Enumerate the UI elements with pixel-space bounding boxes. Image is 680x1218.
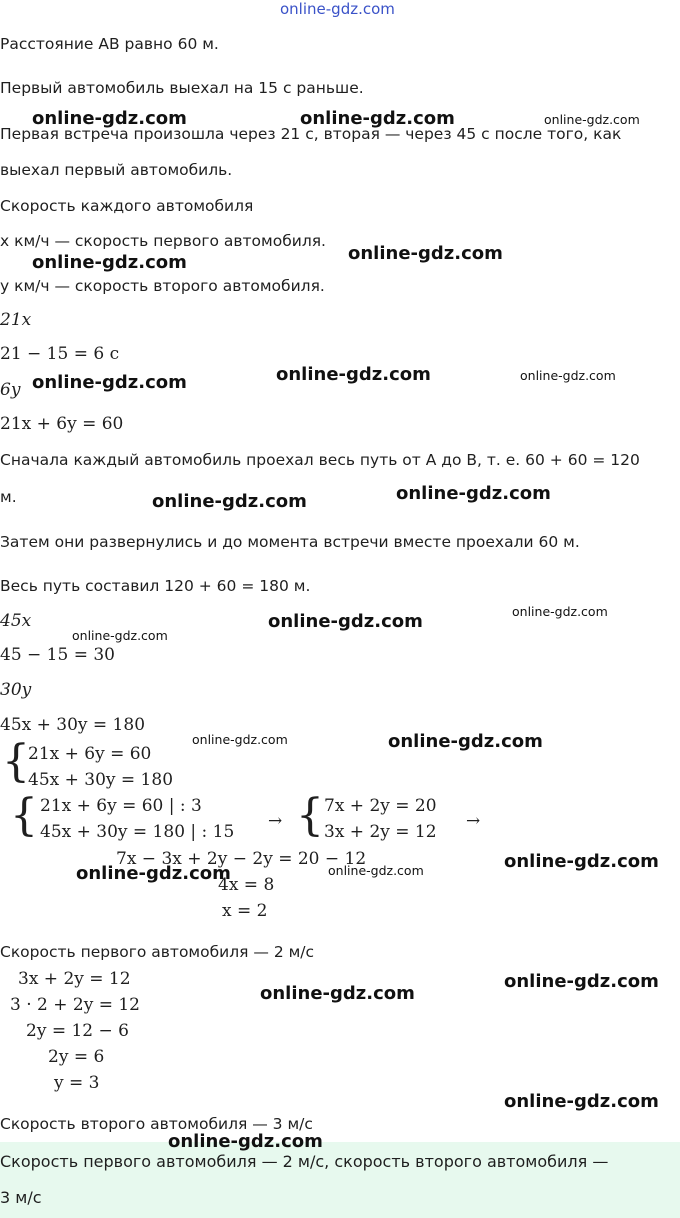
math-eq1: 21x + 6y = 60 <box>0 414 124 434</box>
watermark: online-gdz.com <box>76 863 231 884</box>
watermark: online-gdz.com <box>32 372 187 393</box>
text-x-def: x км/ч — скорость первого автомобиля. <box>0 232 326 250</box>
text-speed2: Скорость второго автомобиля — 3 м/с <box>0 1115 313 1133</box>
watermark: online-gdz.com <box>192 732 288 747</box>
text-first-departed: Первый автомобиль выехал на 15 с раньше. <box>0 79 364 97</box>
text-meetings-cont: выехал первый автомобиль. <box>0 161 233 179</box>
watermark: online-gdz.com <box>504 1091 659 1112</box>
solve2-row5: y = 3 <box>54 1073 100 1093</box>
watermark: online-gdz.com <box>544 112 640 127</box>
arrow-1: → <box>268 811 283 831</box>
system1-brace: { <box>2 736 30 787</box>
math-21-15: 21 − 15 = 6 с <box>0 344 120 364</box>
watermark: online-gdz.com <box>32 252 187 273</box>
arrow-2: → <box>466 811 481 831</box>
math-eq2: 45x + 30y = 180 <box>0 715 146 735</box>
math-6y: 6y <box>0 380 21 400</box>
text-distance: Расстояние AB равно 60 м. <box>0 35 219 53</box>
watermark: online-gdz.com <box>300 108 455 129</box>
watermark: online-gdz.com <box>260 983 415 1004</box>
answer-line1: Скорость первого автомобиля — 2 м/с, скорость второго автомобиля — <box>0 1152 609 1171</box>
watermark: online-gdz.com <box>72 628 168 643</box>
system1-row2: 45x + 30y = 180 <box>28 770 174 790</box>
math-45-15: 45 − 15 = 30 <box>0 645 115 665</box>
top-watermark: online-gdz.com <box>280 0 395 18</box>
watermark: online-gdz.com <box>348 243 503 264</box>
math-21x: 21x <box>0 310 32 330</box>
solve2-row3: 2y = 12 − 6 <box>26 1021 129 1041</box>
text-speed1: Скорость первого автомобиля — 2 м/с <box>0 943 315 961</box>
solve1-row2: 4x = 8 <box>218 875 275 895</box>
solve2-row4: 2y = 6 <box>48 1047 105 1067</box>
system3-row1: 7x + 2y = 20 <box>324 796 437 816</box>
answer-line2: 3 м/с <box>0 1188 42 1207</box>
watermark: online-gdz.com <box>504 971 659 992</box>
watermark: online-gdz.com <box>32 108 187 129</box>
system2-brace: { <box>10 790 38 841</box>
solve2-row2: 3 · 2 + 2y = 12 <box>10 995 140 1015</box>
math-30y: 30y <box>0 680 32 700</box>
answer-box <box>0 1142 680 1218</box>
system2-row2: 45x + 30y = 180 | : 15 <box>40 822 235 842</box>
system3-brace: { <box>296 790 324 841</box>
watermark: online-gdz.com <box>276 364 431 385</box>
text-full-path-unit: м. <box>0 488 17 506</box>
text-turned-back: Затем они развернулись и до момента встречи вместе проехали 60 м. <box>0 533 580 551</box>
watermark: online-gdz.com <box>504 851 659 872</box>
system3-row2: 3x + 2y = 12 <box>324 822 437 842</box>
text-speed-heading: Скорость каждого автомобиля <box>0 197 254 215</box>
watermark: online-gdz.com <box>168 1131 323 1152</box>
text-meetings: Первая встреча произошла через 21 с, вторая — через 45 с после того, как <box>0 125 622 143</box>
text-total-path: Весь путь составил 120 + 60 = 180 м. <box>0 577 311 595</box>
watermark: online-gdz.com <box>328 863 424 878</box>
text-y-def: y км/ч — скорость второго автомобиля. <box>0 277 325 295</box>
system1-row1: 21x + 6y = 60 <box>28 744 152 764</box>
watermark: online-gdz.com <box>152 491 307 512</box>
watermark: online-gdz.com <box>512 604 608 619</box>
math-45x: 45x <box>0 611 32 631</box>
solve1-row3: x = 2 <box>222 901 268 921</box>
watermark: online-gdz.com <box>268 611 423 632</box>
system2-row1: 21x + 6y = 60 | : 3 <box>40 796 202 816</box>
solve2-row1: 3x + 2y = 12 <box>18 969 131 989</box>
watermark: online-gdz.com <box>520 368 616 383</box>
watermark: online-gdz.com <box>388 731 543 752</box>
solve1-row1: 7x − 3x + 2y − 2y = 20 − 12 <box>116 849 367 869</box>
watermark: online-gdz.com <box>396 483 551 504</box>
text-full-path: Сначала каждый автомобиль проехал весь путь от A до B, т. е. 60 + 60 = 120 <box>0 451 640 469</box>
